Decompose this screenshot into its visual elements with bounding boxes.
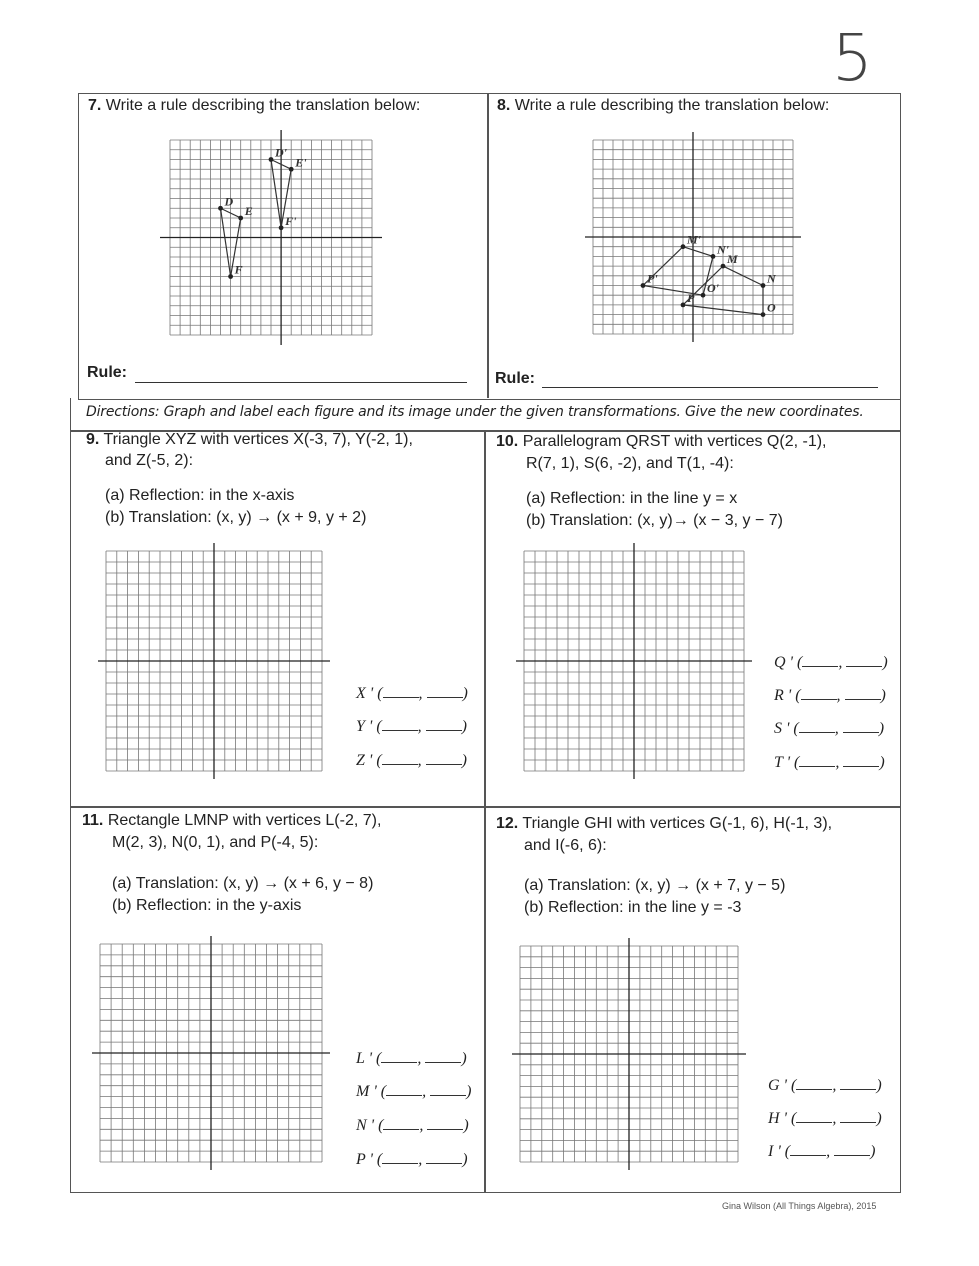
problem-10-graph[interactable]	[516, 543, 752, 779]
problem-10-b: (b) Translation: (x, y)→ (x − 3, y − 7)	[526, 512, 783, 529]
vertex-point	[228, 274, 233, 279]
coord-y-prime[interactable]: Y ' ( , )	[356, 718, 467, 735]
vertex-label: M'	[687, 232, 702, 247]
vertex-point	[681, 244, 686, 249]
problem-10-line2: R(7, 1), S(6, -2), and T(1, -4):	[526, 455, 734, 472]
problem-12-line1: 12. Triangle GHI with vertices G(-1, 6), H(-1, 3),	[496, 815, 833, 832]
problem-10-line1: 10. Parallelogram QRST with vertices Q(2, -1),	[496, 433, 827, 450]
vertex-label: D'	[275, 145, 287, 160]
coord-t-prime[interactable]: T ' ( , )	[774, 754, 885, 771]
coord-p-prime[interactable]: P ' ( , )	[356, 1151, 468, 1168]
vertex-point	[761, 312, 766, 317]
coord-r-prime[interactable]: R ' ( , )	[774, 687, 886, 704]
coord-n-prime[interactable]: N ' ( , )	[356, 1117, 469, 1134]
coord-l-prime[interactable]: L ' ( , )	[356, 1050, 467, 1067]
coord-m-prime[interactable]: M ' ( , )	[356, 1083, 472, 1100]
bottom-divider	[484, 430, 486, 1193]
vertex-label: D	[224, 194, 234, 209]
problem-9-graph[interactable]	[98, 543, 330, 779]
vertex-point	[218, 206, 223, 211]
vertex-point	[711, 254, 716, 259]
coord-h-prime[interactable]: H ' ( , )	[768, 1110, 882, 1127]
vertex-label: F	[234, 262, 243, 277]
problem-9-a: (a) Reflection: in the x-axis	[105, 487, 295, 504]
vertex-point	[279, 225, 284, 230]
top-divider	[487, 93, 489, 398]
problem-8-graph	[585, 132, 801, 342]
vertex-point	[701, 293, 706, 298]
vertex-point	[761, 283, 766, 288]
vertex-label: P	[687, 290, 695, 305]
vertex-point	[721, 264, 726, 269]
problem-9-line2: and Z(-5, 2):	[105, 452, 194, 469]
vertex-label: M	[727, 252, 738, 267]
coord-g-prime[interactable]: G ' ( , )	[768, 1077, 882, 1094]
problem-12-a: (a) Translation: (x, y) → (x + 7, y − 5)	[524, 877, 786, 894]
problem-7-text: 7. Write a rule describing the translation below:	[88, 97, 421, 114]
vertex-label: N'	[717, 242, 729, 257]
rule-answer-7[interactable]	[135, 366, 467, 383]
page-number: 5	[832, 22, 873, 96]
rule-answer-8[interactable]	[542, 371, 878, 388]
vertex-point	[681, 303, 686, 308]
coord-x-prime[interactable]: X ' ( , )	[356, 685, 468, 702]
vertex-point	[641, 283, 646, 288]
vertex-label: E	[244, 204, 253, 218]
problem-11-b: (b) Reflection: in the y-axis	[112, 897, 302, 914]
directions: Directions: Graph and label each figure and its image under the given transformations. Give the new coordinates.	[86, 404, 864, 420]
vertex-point	[269, 157, 274, 162]
mid-rule	[70, 806, 901, 808]
problem-7-graph	[160, 130, 382, 345]
coord-q-prime[interactable]: Q ' ( , )	[774, 654, 888, 671]
problem-10-a: (a) Reflection: in the line y = x	[526, 490, 738, 507]
rule-label-8: Rule:	[495, 370, 535, 387]
rule-label-7: Rule:	[87, 364, 127, 381]
vertex-label: P'	[647, 271, 658, 286]
vertex-point	[238, 216, 243, 221]
vertex-label: N	[767, 271, 776, 286]
coord-s-prime[interactable]: S ' ( , )	[774, 720, 885, 737]
vertex-point	[289, 167, 294, 172]
problem-12-line2: and I(-6, 6):	[524, 837, 607, 854]
problem-11-line1: 11. Rectangle LMNP with vertices L(-2, 7),	[82, 812, 382, 829]
problem-11-line2: M(2, 3), N(0, 1), and P(-4, 5):	[112, 834, 319, 851]
vertex-label: O	[767, 300, 776, 315]
problem-11-a: (a) Translation: (x, y) → (x + 6, y − 8)	[112, 875, 374, 892]
credit: Gina Wilson (All Things Algebra), 2015	[722, 1201, 877, 1211]
problem-9-line1: 9. Triangle XYZ with vertices X(-3, 7), Y(-2, 1),	[86, 431, 413, 448]
problem-12-graph[interactable]	[512, 938, 746, 1170]
coord-i-prime[interactable]: I ' ( , )	[768, 1143, 876, 1160]
coord-z-prime[interactable]: Z ' ( , )	[356, 752, 467, 769]
vertex-label: O'	[707, 281, 719, 296]
problem-9-b: (b) Translation: (x, y) → (x + 9, y + 2)	[105, 509, 367, 526]
vertex-label: E'	[295, 155, 307, 170]
problem-8-text: 8. Write a rule describing the translation below:	[497, 97, 830, 114]
problem-12-b: (b) Reflection: in the line y = -3	[524, 899, 742, 916]
vertex-label: F'	[285, 213, 297, 228]
problem-11-graph[interactable]	[92, 936, 330, 1170]
